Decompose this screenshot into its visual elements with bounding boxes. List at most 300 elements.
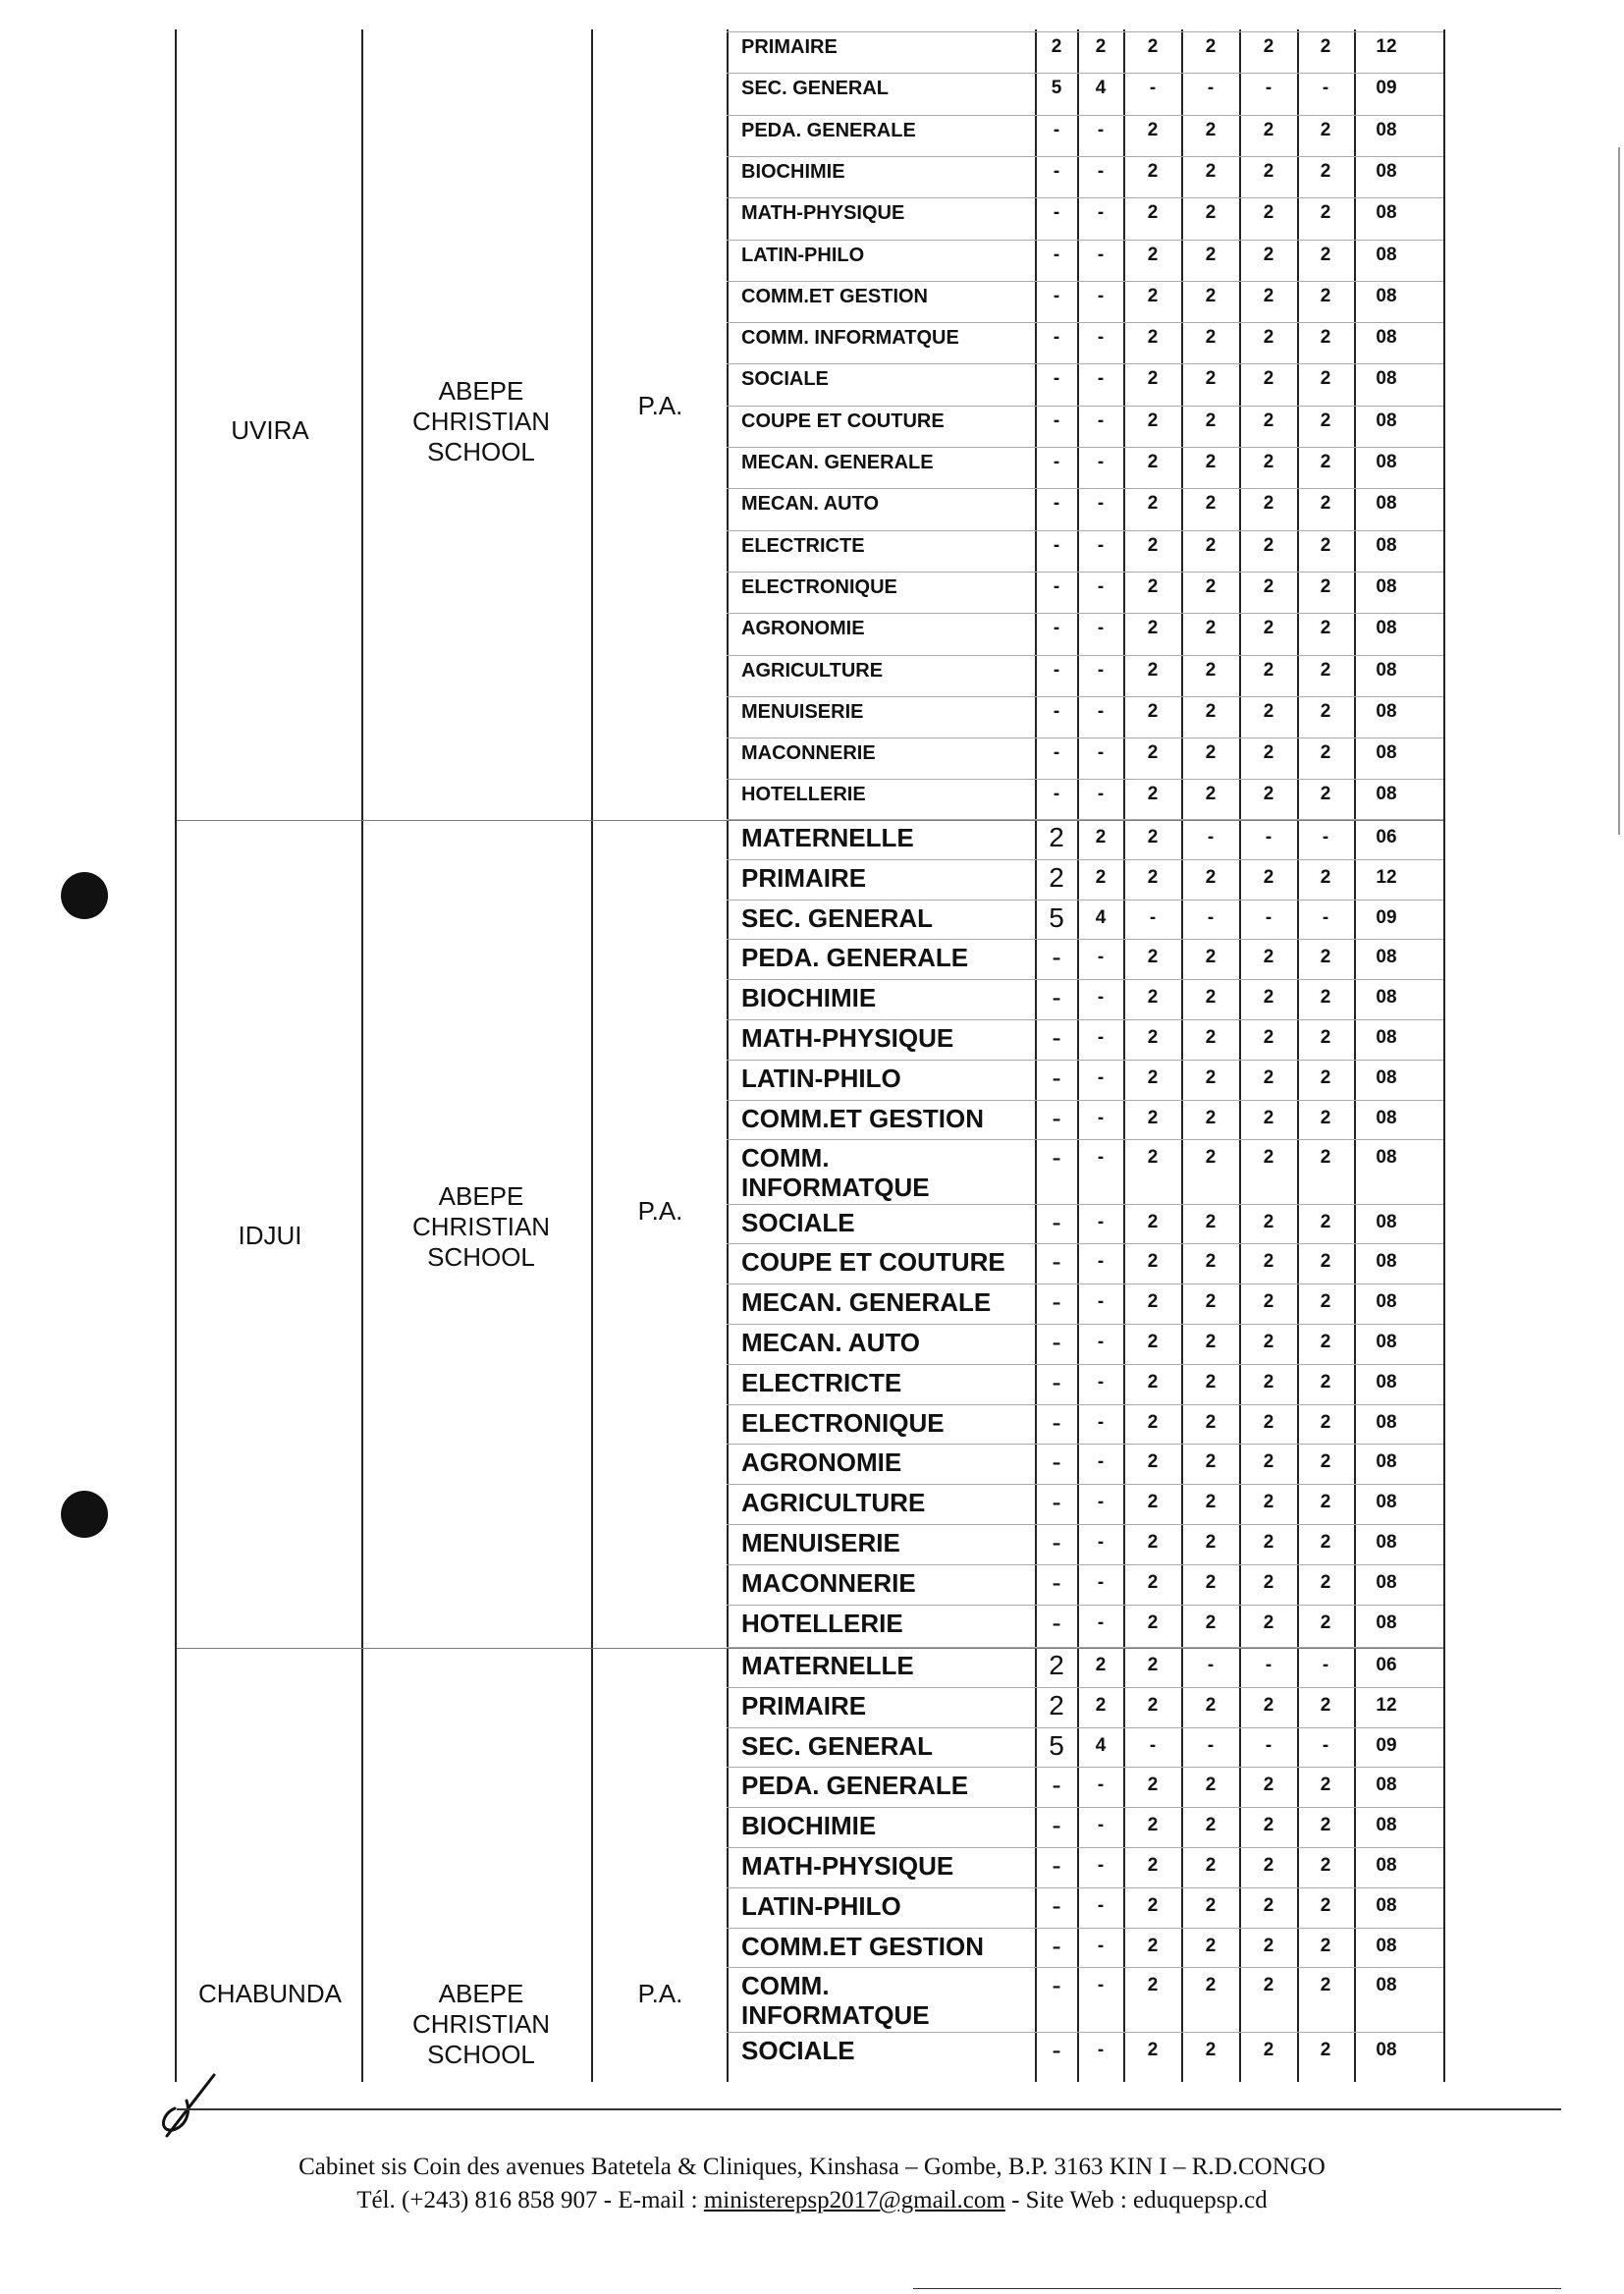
row-divider xyxy=(727,1100,1443,1101)
class-count-cell: 2 xyxy=(1320,1532,1331,1554)
class-count-cell: 2 xyxy=(1147,285,1159,306)
class-count-cell: 2 xyxy=(1205,493,1217,515)
class-count-cell: 2 xyxy=(1263,1211,1274,1232)
class-count-cell: - xyxy=(1052,1850,1061,1881)
class-count-cell: - xyxy=(1053,410,1060,431)
class-count-cell: 2 xyxy=(1147,1291,1159,1313)
class-count-cell: - xyxy=(1052,982,1061,1013)
class-count-cell: - xyxy=(1097,327,1105,349)
class-count-cell: 2 xyxy=(1147,1655,1159,1675)
class-count-cell: 2 xyxy=(1263,1371,1274,1393)
class-count-cell: 2 xyxy=(1263,1571,1274,1593)
row-divider xyxy=(727,613,1443,614)
class-count-cell: 2 xyxy=(1147,1411,1159,1433)
row-divider xyxy=(727,819,1443,820)
row-divider xyxy=(727,322,1443,323)
class-count-cell: - xyxy=(1053,452,1060,472)
option-label: MECAN. GENERALE xyxy=(741,1287,992,1318)
class-count-cell: - xyxy=(1097,1332,1105,1353)
class-count-cell: - xyxy=(1052,1062,1061,1093)
row-divider xyxy=(727,1687,1443,1688)
class-count-cell: - xyxy=(1053,327,1060,349)
class-count-cell: 2 xyxy=(1263,1027,1274,1048)
total-cell: 08 xyxy=(1376,327,1397,349)
class-count-cell: - xyxy=(1265,1655,1272,1675)
class-count-cell: 2 xyxy=(1263,866,1274,888)
class-count-cell: 2 xyxy=(1320,410,1331,431)
class-count-cell: - xyxy=(1052,1527,1061,1558)
class-count-cell: 2 xyxy=(1147,1694,1159,1716)
class-count-cell: - xyxy=(1053,119,1060,140)
class-count-cell: 2 xyxy=(1205,410,1217,431)
class-count-cell: - xyxy=(1052,1810,1061,1841)
class-count-cell: 2 xyxy=(1320,1694,1331,1716)
class-count-cell: - xyxy=(1097,1935,1105,1956)
class-count-cell: 2 xyxy=(1205,866,1217,888)
class-count-cell: 2 xyxy=(1320,1332,1331,1353)
row-divider xyxy=(727,488,1443,489)
class-count-cell: 2 xyxy=(1147,36,1159,57)
total-cell: 08 xyxy=(1376,410,1397,431)
class-count-cell: 2 xyxy=(1320,327,1331,349)
class-count-cell: 2 xyxy=(1205,1066,1217,1088)
class-count-cell: - xyxy=(1097,1371,1105,1393)
option-label: PRIMAIRE xyxy=(741,1690,867,1720)
row-divider xyxy=(727,1847,1443,1848)
class-count-cell: 2 xyxy=(1263,1855,1274,1876)
class-count-cell: 2 xyxy=(1320,987,1331,1009)
class-count-cell: 2 xyxy=(1147,534,1159,556)
class-count-cell: - xyxy=(1052,1930,1061,1961)
class-count-cell: 2 xyxy=(1263,202,1274,224)
class-count-cell: - xyxy=(1149,906,1157,928)
total-cell: 08 xyxy=(1376,1211,1397,1232)
row-divider xyxy=(727,1564,1443,1565)
option-label: MECAN. AUTO xyxy=(741,493,879,516)
class-count-cell: 2 xyxy=(1147,1107,1159,1128)
option-label: HOTELLERIE xyxy=(741,784,866,806)
option-label: AGRONOMIE xyxy=(741,1447,902,1478)
class-count-cell: 2 xyxy=(1205,575,1217,597)
class-count-cell: - xyxy=(1322,906,1329,928)
class-count-cell: 2 xyxy=(1320,160,1331,182)
total-cell: 08 xyxy=(1376,1775,1397,1796)
class-count-cell: 2 xyxy=(1320,1571,1331,1593)
row-divider xyxy=(727,900,1443,901)
option-label: BIOCHIMIE xyxy=(741,1811,877,1841)
class-count-cell: 2 xyxy=(1320,36,1331,57)
class-count-cell: 2 xyxy=(1320,947,1331,968)
class-count-cell: 2 xyxy=(1147,244,1159,265)
class-count-cell: 4 xyxy=(1095,78,1107,99)
class-count-cell: 4 xyxy=(1095,906,1107,928)
class-count-cell: 2 xyxy=(1320,575,1331,597)
class-count-cell: 2 xyxy=(1205,700,1217,722)
option-label: PRIMAIRE xyxy=(741,862,867,893)
total-cell: 12 xyxy=(1376,36,1397,57)
class-count-cell: - xyxy=(1053,244,1060,265)
class-count-cell: - xyxy=(1052,1607,1061,1638)
class-count-cell: - xyxy=(1265,78,1272,99)
class-count-cell: 2 xyxy=(1320,1492,1331,1513)
class-count-cell: 2 xyxy=(1263,742,1274,764)
school-name: ABEPE CHRISTIAN SCHOOL xyxy=(411,1979,551,2069)
class-count-cell: 2 xyxy=(1205,1775,1217,1796)
total-cell: 08 xyxy=(1376,1532,1397,1554)
class-count-cell: - xyxy=(1097,493,1105,515)
class-count-cell: - xyxy=(1052,1206,1061,1237)
class-count-cell: 2 xyxy=(1320,452,1331,472)
class-count-cell: - xyxy=(1097,368,1105,390)
class-count-cell: 2 xyxy=(1263,1694,1274,1716)
class-count-cell: - xyxy=(1052,1406,1061,1438)
total-cell: 08 xyxy=(1376,202,1397,224)
option-label: AGRICULTURE xyxy=(741,659,884,682)
row-divider xyxy=(727,281,1443,282)
class-count-cell: - xyxy=(1265,906,1272,928)
class-count-cell: - xyxy=(1207,1734,1215,1756)
class-count-cell: - xyxy=(1149,78,1157,99)
class-count-cell: 2 xyxy=(1147,1611,1159,1633)
total-cell: 09 xyxy=(1376,906,1397,928)
option-label: MACONNERIE xyxy=(741,1567,916,1598)
class-count-cell: 2 xyxy=(1263,410,1274,431)
class-count-cell: - xyxy=(1322,827,1329,847)
total-cell: 08 xyxy=(1376,947,1397,968)
total-cell: 08 xyxy=(1376,1935,1397,1956)
class-count-cell: 2 xyxy=(1205,1107,1217,1128)
school-name: ABEPE CHRISTIAN SCHOOL xyxy=(411,1181,551,1273)
location-name: CHABUNDA xyxy=(198,1979,342,2008)
option-label: COMM. INFORMATQUE xyxy=(741,1143,930,1203)
class-count-cell: - xyxy=(1322,1734,1329,1756)
class-count-cell: - xyxy=(1053,202,1060,224)
class-count-cell: 2 xyxy=(1205,1815,1217,1836)
class-count-cell: 2 xyxy=(1320,784,1331,805)
class-count-cell: 2 xyxy=(1205,119,1217,140)
class-count-cell: - xyxy=(1322,1655,1329,1675)
option-label: AGRICULTURE xyxy=(741,1488,926,1518)
class-count-cell: - xyxy=(1322,78,1329,99)
class-count-cell: 2 xyxy=(1205,1935,1217,1956)
class-count-cell: 2 xyxy=(1263,575,1274,597)
class-count-cell: 2 xyxy=(1205,742,1217,764)
option-label: AGRONOMIE xyxy=(741,618,865,640)
total-cell: 08 xyxy=(1376,1027,1397,1048)
class-count-cell: 2 xyxy=(1147,1775,1159,1796)
row-divider xyxy=(727,696,1443,697)
class-count-cell: - xyxy=(1097,1147,1105,1169)
class-count-cell: 2 xyxy=(1147,1027,1159,1048)
class-count-cell: - xyxy=(1053,160,1060,182)
class-count-cell: 2 xyxy=(1320,493,1331,515)
row-divider xyxy=(727,1887,1443,1888)
class-count-cell: 2 xyxy=(1320,659,1331,681)
class-count-cell: 2 xyxy=(1320,202,1331,224)
class-count-cell: 2 xyxy=(1205,244,1217,265)
option-label: SOCIALE xyxy=(741,368,829,391)
total-cell: 08 xyxy=(1376,368,1397,390)
class-count-cell: 2 xyxy=(1205,1532,1217,1554)
class-count-cell: 2 xyxy=(1263,119,1274,140)
class-count-cell: 2 xyxy=(1205,1411,1217,1433)
total-cell: 12 xyxy=(1376,866,1397,888)
school-type: P.A. xyxy=(637,390,683,420)
class-count-cell: 2 xyxy=(1320,1411,1331,1433)
class-count-cell: - xyxy=(1097,1291,1105,1313)
class-count-cell: - xyxy=(1097,119,1105,140)
class-count-cell: 2 xyxy=(1147,784,1159,805)
total-cell: 08 xyxy=(1376,160,1397,182)
class-count-cell: 2 xyxy=(1320,1027,1331,1048)
class-count-cell: 2 xyxy=(1147,1855,1159,1876)
class-count-cell: 2 xyxy=(1147,1251,1159,1273)
total-cell: 12 xyxy=(1376,1694,1397,1716)
class-count-cell: 2 xyxy=(1147,493,1159,515)
class-count-cell: 2 xyxy=(1095,1655,1107,1675)
class-count-cell: 2 xyxy=(1263,700,1274,722)
row-divider xyxy=(727,115,1443,116)
footer-email-link[interactable]: ministerepsp2017@gmail.com xyxy=(703,2187,1005,2213)
total-cell: 08 xyxy=(1376,244,1397,265)
class-count-cell: 2 xyxy=(1205,36,1217,57)
total-cell: 08 xyxy=(1376,285,1397,306)
class-count-cell: 2 xyxy=(1205,618,1217,639)
class-count-cell: - xyxy=(1052,1327,1061,1358)
class-count-cell: 2 xyxy=(1147,742,1159,764)
class-count-cell: 2 xyxy=(1147,947,1159,968)
class-count-cell: - xyxy=(1097,285,1105,306)
class-count-cell: 2 xyxy=(1205,1251,1217,1273)
class-count-cell: 2 xyxy=(1147,618,1159,639)
class-count-cell: 2 xyxy=(1095,36,1107,57)
punch-hole-bottom xyxy=(61,1491,108,1538)
class-count-cell: - xyxy=(1097,987,1105,1009)
class-count-cell: - xyxy=(1052,1889,1061,1921)
class-count-cell: 2 xyxy=(1263,1291,1274,1313)
class-count-cell: 2 xyxy=(1049,822,1064,852)
total-cell: 08 xyxy=(1376,700,1397,722)
footer-contact xyxy=(0,2184,1624,2217)
class-count-cell: 2 xyxy=(1147,1066,1159,1088)
class-count-cell: - xyxy=(1097,1611,1105,1633)
class-count-cell: 2 xyxy=(1147,327,1159,349)
class-count-cell: - xyxy=(1097,947,1105,968)
row-divider xyxy=(727,979,1443,980)
class-count-cell: 2 xyxy=(1095,1694,1107,1716)
class-count-cell: - xyxy=(1097,1027,1105,1048)
row-divider xyxy=(727,737,1443,738)
class-count-cell: 2 xyxy=(1205,327,1217,349)
class-count-cell: 5 xyxy=(1051,78,1062,99)
school-type: P.A. xyxy=(637,1196,683,1227)
class-count-cell: - xyxy=(1207,906,1215,928)
row-divider xyxy=(727,156,1443,157)
class-count-cell: - xyxy=(1052,1447,1061,1478)
class-count-cell: 2 xyxy=(1320,618,1331,639)
row-divider xyxy=(727,2032,1443,2033)
option-label: MENUISERIE xyxy=(741,700,864,723)
row-divider xyxy=(727,240,1443,241)
class-count-cell: 2 xyxy=(1320,700,1331,722)
class-count-cell: 2 xyxy=(1320,1815,1331,1836)
class-count-cell: 2 xyxy=(1263,160,1274,182)
class-count-cell: - xyxy=(1097,244,1105,265)
class-count-cell: - xyxy=(1097,659,1105,681)
row-divider xyxy=(727,1647,1443,1648)
group-separator xyxy=(177,820,1443,821)
option-label: MATH-PHYSIQUE xyxy=(741,1023,954,1053)
total-cell: 08 xyxy=(1376,1492,1397,1513)
punch-hole-top xyxy=(61,872,108,919)
class-count-cell: - xyxy=(1053,700,1060,722)
class-count-cell: 2 xyxy=(1147,866,1159,888)
class-count-cell: - xyxy=(1097,160,1105,182)
class-count-cell: 2 xyxy=(1205,784,1217,805)
row-divider xyxy=(727,530,1443,531)
class-count-cell: 2 xyxy=(1320,1371,1331,1393)
class-count-cell: 2 xyxy=(1147,1815,1159,1836)
option-label: SOCIALE xyxy=(741,2035,855,2065)
class-count-cell: 2 xyxy=(1205,534,1217,556)
class-count-cell: 2 xyxy=(1049,1650,1064,1680)
class-count-cell: - xyxy=(1265,827,1272,847)
row-divider xyxy=(727,939,1443,940)
class-count-cell: - xyxy=(1097,1855,1105,1876)
option-label: LATIN-PHILO xyxy=(741,1890,901,1921)
option-label: LATIN-PHILO xyxy=(741,1063,901,1093)
class-count-cell: - xyxy=(1097,1532,1105,1554)
class-count-cell: 2 xyxy=(1263,1066,1274,1088)
class-count-cell: 2 xyxy=(1320,1894,1331,1916)
class-count-cell: - xyxy=(1207,827,1215,847)
class-count-cell: - xyxy=(1052,1970,1061,2001)
class-count-cell: - xyxy=(1053,493,1060,515)
row-divider xyxy=(727,1767,1443,1768)
class-count-cell: 2 xyxy=(1263,36,1274,57)
class-count-cell: - xyxy=(1265,1734,1272,1756)
class-count-cell: 2 xyxy=(1263,1451,1274,1473)
class-count-cell: - xyxy=(1097,1975,1105,1996)
class-count-cell: 5 xyxy=(1049,1729,1064,1761)
class-count-cell: 2 xyxy=(1205,1894,1217,1916)
class-count-cell: 2 xyxy=(1147,1894,1159,1916)
row-divider xyxy=(727,779,1443,780)
class-count-cell: 2 xyxy=(1320,1775,1331,1796)
group-separator xyxy=(177,1648,1443,1649)
class-count-cell: 2 xyxy=(1147,452,1159,472)
class-count-cell: 2 xyxy=(1205,947,1217,968)
class-count-cell: 2 xyxy=(1147,368,1159,390)
option-label: MATERNELLE xyxy=(741,823,914,852)
row-divider xyxy=(727,1967,1443,1968)
school-name: ABEPE CHRISTIAN SCHOOL xyxy=(411,375,551,466)
class-count-cell: 2 xyxy=(1205,160,1217,182)
table-rule-c3 xyxy=(1123,29,1125,2082)
class-count-cell: - xyxy=(1052,1102,1061,1133)
class-count-cell: 2 xyxy=(1095,866,1107,888)
class-count-cell: 2 xyxy=(1147,1451,1159,1473)
class-count-cell: - xyxy=(1053,285,1060,306)
total-cell: 08 xyxy=(1376,1611,1397,1633)
class-count-cell: 2 xyxy=(1263,1775,1274,1796)
class-count-cell: - xyxy=(1149,1734,1157,1756)
option-label: ELECTRICTE xyxy=(741,534,865,557)
class-count-cell: 2 xyxy=(1147,410,1159,431)
class-count-cell: - xyxy=(1097,784,1105,805)
row-divider xyxy=(727,1019,1443,1020)
class-count-cell: 2 xyxy=(1263,1532,1274,1554)
total-cell: 08 xyxy=(1376,575,1397,597)
class-count-cell: 2 xyxy=(1320,1066,1331,1088)
class-count-cell: 2 xyxy=(1320,1451,1331,1473)
total-cell: 08 xyxy=(1376,452,1397,472)
class-count-cell: - xyxy=(1052,1770,1061,1801)
school-type: P.A. xyxy=(637,1979,683,2008)
option-label: COMM.ET GESTION xyxy=(741,1931,984,1961)
row-divider xyxy=(727,1605,1443,1606)
class-count-cell: 2 xyxy=(1205,1332,1217,1353)
class-count-cell: 2 xyxy=(1205,1611,1217,1633)
class-count-cell: 2 xyxy=(1320,1611,1331,1633)
class-count-cell: - xyxy=(1052,1142,1061,1174)
class-count-cell: - xyxy=(1097,534,1105,556)
class-count-cell: - xyxy=(1052,1286,1061,1318)
option-label: COUPE ET COUTURE xyxy=(741,410,945,432)
option-label: PEDA. GENERALE xyxy=(741,1771,969,1801)
total-cell: 08 xyxy=(1376,1815,1397,1836)
class-count-cell: 2 xyxy=(1320,285,1331,306)
option-label: PEDA. GENERALE xyxy=(741,943,969,973)
class-count-cell: 2 xyxy=(1263,2039,1274,2060)
class-count-cell: - xyxy=(1097,1211,1105,1232)
location-name: UVIRA xyxy=(231,414,309,445)
total-cell: 08 xyxy=(1376,1894,1397,1916)
row-divider xyxy=(727,447,1443,448)
class-count-cell: 2 xyxy=(1320,1211,1331,1232)
class-count-cell: 2 xyxy=(1051,36,1062,57)
row-divider xyxy=(727,572,1443,573)
total-cell: 08 xyxy=(1376,987,1397,1009)
class-count-cell: 2 xyxy=(1205,202,1217,224)
footer-bottom-rule xyxy=(913,2288,1561,2289)
row-divider xyxy=(727,1243,1443,1244)
class-count-cell: 2 xyxy=(1205,987,1217,1009)
class-count-cell: 2 xyxy=(1320,368,1331,390)
class-count-cell: 2 xyxy=(1263,1492,1274,1513)
total-cell: 08 xyxy=(1376,784,1397,805)
total-cell: 08 xyxy=(1376,1411,1397,1433)
option-label: PEDA. GENERALE xyxy=(741,119,916,141)
class-count-cell: 2 xyxy=(1147,1147,1159,1169)
class-count-cell: 2 xyxy=(1263,987,1274,1009)
class-count-cell: - xyxy=(1053,742,1060,764)
class-count-cell: - xyxy=(1053,659,1060,681)
footer-rule xyxy=(177,2108,1561,2110)
row-divider xyxy=(727,1727,1443,1728)
class-count-cell: 2 xyxy=(1320,1291,1331,1313)
class-count-cell: 2 xyxy=(1263,1107,1274,1128)
class-count-cell: - xyxy=(1052,1246,1061,1278)
total-cell: 08 xyxy=(1376,1371,1397,1393)
class-count-cell: 2 xyxy=(1263,1332,1274,1353)
class-count-cell: 2 xyxy=(1147,659,1159,681)
option-label: MATH-PHYSIQUE xyxy=(741,1851,954,1881)
total-cell: 08 xyxy=(1376,1855,1397,1876)
row-divider xyxy=(727,1060,1443,1061)
class-count-cell: - xyxy=(1097,1775,1105,1796)
option-label: MACONNERIE xyxy=(741,742,876,765)
